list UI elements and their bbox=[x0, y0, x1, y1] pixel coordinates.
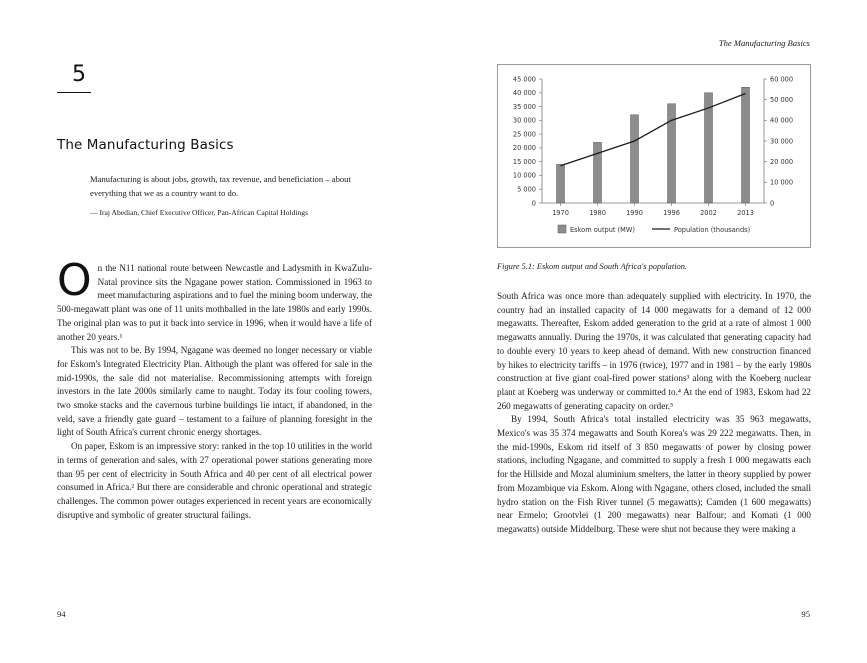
chapter-title: The Manufacturing Basics bbox=[57, 137, 234, 153]
epigraph-text: Manufacturing is about jobs, growth, tax revenue, and beneficiation – about everything that we as a country want to do. bbox=[90, 174, 351, 198]
left-axis-tick-label: 5 000 bbox=[517, 185, 536, 194]
legend-bar-swatch bbox=[558, 225, 566, 233]
x-axis-tick-label: 1980 bbox=[589, 209, 606, 217]
running-head: The Manufacturing Basics bbox=[718, 38, 810, 48]
x-axis-tick-label: 2013 bbox=[737, 209, 754, 217]
left-body-text bbox=[57, 255, 372, 522]
right-axis-tick-label: 60 000 bbox=[770, 75, 794, 84]
left-axis-tick-label: 45 000 bbox=[512, 75, 536, 84]
right-axis-tick-label: 20 000 bbox=[770, 157, 794, 166]
chapter-number: 5 bbox=[72, 62, 86, 87]
right-paragraph-2: By 1994, South Africa's total installed electricity was 35 963 megawatts, Mexico's was 35 374 megawatts and South Korea's was 29 222 megawatts. Then, in the mid-1990s, Eskom rid itself of 3 850 megawatts of power by closing power stations, including Ngagane, and committed to supply a fresh 1 000 megawatts each for the Hillside and Mozal aluminium smelters, the latter in theory supplied by power from Mozambique via Eskom. Along with Ngagane, others closed, included the small hydro station on the Fish River tunnel (5 megawatts); Camden (1 600 megawatts) near Ermelo; Grootvlei (1 200 megawatts) near Balfour; and Komati (1 000 megawatts) outside Middelburg. These were shut not because they were making a bbox=[497, 414, 811, 534]
body-paragraph-2: This was not to be. By 1994, Ngagane was deemed no longer necessary or viable for Eskom's Integrated Electricity Plan. Although the plant was offered for sale in the mid-1990s, the sale did not materialise. Recommissioning attempts with foreign investors in the late 2000s similarly came to naught. Today its four cooling towers, two smoke stacks and the cavernous turbine buildings lie intact, if abandoned, in the veld, save a friendly gate guard – testament to a failure of planning foresight in the light of South Africa's current chronic energy shortages. bbox=[57, 345, 372, 438]
right-axis-tick-label: 10 000 bbox=[770, 178, 794, 187]
epigraph bbox=[90, 172, 380, 220]
left-page bbox=[0, 0, 433, 663]
legend-line-label: Population (thousands) bbox=[674, 226, 751, 234]
figure-caption: Figure 5.1: Eskom output and South Africa's population. bbox=[497, 262, 687, 271]
body-paragraph-3: On paper, Eskom is an impressive story: ranked in the top 10 utilities in the world in terms of generation and sales, with 27 operational power stations generating more than 95 per cent of electricity in South Africa and 40 per cent of all electrical power consumed in Africa.² But there are considerable and chronic operational and strategic challenges. The common power outages experienced in recent years are economically disruptive and symbolic of greater structural failings. bbox=[57, 441, 372, 520]
figure-frame bbox=[497, 64, 811, 248]
epigraph-source: — Iraj Abedian, Chief Executive Officer, Pan-African Capital Holdings bbox=[90, 208, 309, 217]
left-axis-tick-label: 40 000 bbox=[512, 89, 536, 98]
right-axis-tick-label: 0 bbox=[770, 199, 775, 208]
page-number-right: 95 bbox=[801, 609, 810, 619]
left-axis-tick-label: 15 000 bbox=[512, 157, 536, 166]
body-paragraph-1-text: n the N11 national route between Newcastle and Ladysmith in KwaZulu-Natal province sits the Ngagane power station. Commissioned in 1963 to meet manufacturing aspirations and to fuel the mining boom underway, the 500-megawatt plant was one of 11 units mothballed in the late 1980s and early 1990s. The original plan was to put it back into service in 1996, when it would have a life of another 20 years.¹ bbox=[57, 263, 372, 342]
right-axis-tick-label: 30 000 bbox=[770, 137, 794, 146]
right-axis-tick-label: 50 000 bbox=[770, 95, 794, 104]
x-axis-tick-label: 1990 bbox=[626, 209, 643, 217]
right-axis-tick-label: 40 000 bbox=[770, 116, 794, 125]
left-axis-tick-label: 0 bbox=[531, 199, 536, 208]
output-bar bbox=[631, 115, 639, 203]
chapter-rule bbox=[57, 92, 91, 93]
legend-bar-label: Eskom output (MW) bbox=[570, 226, 635, 234]
x-axis-tick-label: 1970 bbox=[552, 209, 569, 217]
eskom-chart bbox=[498, 65, 810, 247]
left-axis-tick-label: 25 000 bbox=[512, 130, 536, 139]
right-paragraph-1: South Africa was once more than adequately supplied with electricity. In 1970, the country had an installed capacity of 14 000 megawatts for a demand of 12 000 megawatts. Thereafter, Eskom added generation to the grid at a rate of almost 1 000 megawatts annually. During the 1970s, it was calculated that generating capacity had to double every 10 years to keep ahead of demand. With new construction financed by hikes to electricity tariffs – in 1976 (twice), 1977 and in 1981 – by the early 1980s construction at five giant coal-fired power stations³ along with the Koeberg nuclear plant at Koeberg was underway or committed to.⁴ At the end of 1983, Eskom had 22 260 megawatts of generating capacity on order.⁵ bbox=[497, 291, 811, 411]
left-axis-tick-label: 30 000 bbox=[512, 116, 536, 125]
output-bar bbox=[742, 87, 750, 203]
output-bar bbox=[594, 142, 602, 203]
left-axis-tick-label: 35 000 bbox=[512, 102, 536, 111]
x-axis-tick-label: 2002 bbox=[700, 209, 717, 217]
output-bar bbox=[557, 164, 565, 203]
page-number-left: 94 bbox=[57, 609, 66, 619]
left-axis-tick-label: 10 000 bbox=[512, 171, 536, 180]
right-body-text bbox=[497, 290, 811, 537]
body-paragraph-1 bbox=[57, 255, 372, 344]
left-axis-tick-label: 20 000 bbox=[512, 144, 536, 153]
drop-cap: O bbox=[57, 255, 92, 306]
x-axis-tick-label: 1996 bbox=[663, 209, 680, 217]
population-line bbox=[561, 93, 746, 165]
output-bar bbox=[668, 104, 676, 203]
